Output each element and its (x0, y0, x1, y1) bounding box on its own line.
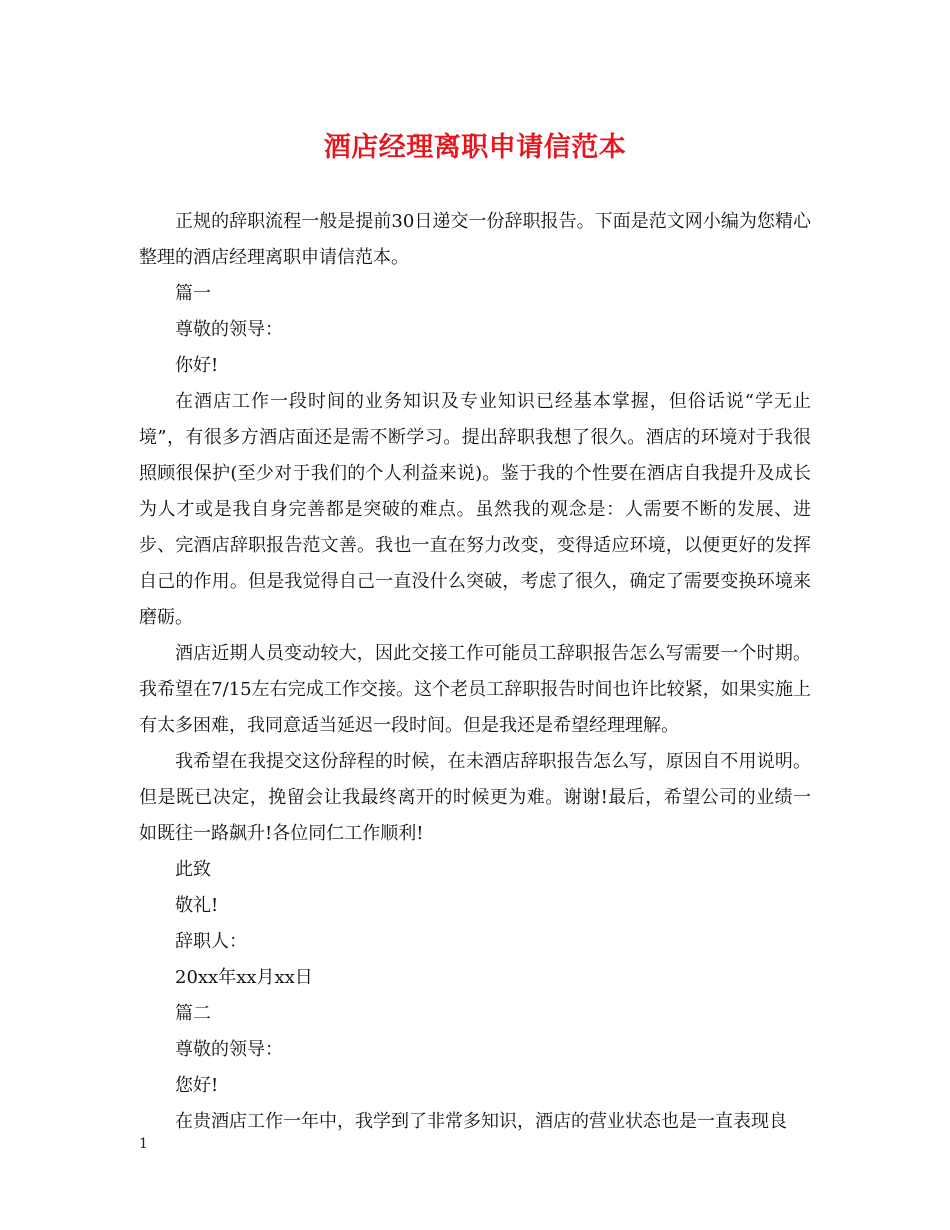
page-number: 1 (139, 1136, 148, 1152)
closing-line: 此致 (175, 859, 211, 880)
greeting: 你好! (175, 355, 219, 376)
body-paragraph: 酒店近期人员变动较大，因此交接工作可能员工辞职报告怎么写需要一个时期。我希望在7/15左右完成工作交接。这个老员工辞职报告时间也许比较紧，如果实施上有太多困难，我同意适当延迟一段时间。但是我还是希望经理理解。 (139, 643, 811, 736)
body-paragraph: 在贵酒店工作一年中，我学到了非常多知识，酒店的营业状态也是一直表现良 (175, 1111, 787, 1132)
salutation: 尊敬的领导： (175, 1039, 283, 1060)
section-heading-2: 篇二 (175, 1003, 211, 1024)
body-paragraph: 我希望在我提交这份辞程的时候，在未酒店辞职报告怎么写，原因自不用说明。但是既已决定，挽留会让我最终离开的时候更为难。谢谢!最后，希望公司的业绩一如既往一路飙升!各位同仁工作顺利! (139, 751, 811, 844)
document-title: 酒店经理离职申请信范本 (323, 132, 627, 163)
closing-respect: 敬礼! (175, 895, 219, 916)
section-heading-1: 篇一 (175, 283, 211, 304)
intro-paragraph: 正规的辞职流程一般是提前30日递交一份辞职报告。下面是范文网小编为您精心整理的酒店经理离职申请信范本。 (139, 211, 811, 268)
signature-label: 辞职人： (175, 931, 247, 952)
greeting: 您好! (175, 1075, 219, 1096)
salutation: 尊敬的领导： (175, 319, 283, 340)
body-paragraph: 在酒店工作一段时间的业务知识及专业知识已经基本掌握，但俗话说“学无止境”，有很多方酒店面还是需不断学习。提出辞职我想了很久。酒店的环境对于我很照顾很保护(至少对于我们的个人利益来说)。鉴于我的个性要在酒店自我提升及成长为人才或是我自身完善都是突破的难点。虽然我的观念是：人需要不断的发展、进步、完酒店辞职报告范文善。我也一直在努力改变，变得适应环境，以便更好的发挥自己的作用。但是我觉得自己一直没什么突破，考虑了很久，确定了需要变换环境来磨砺。 (139, 391, 811, 628)
document-body (139, 204, 811, 1140)
date-line: 20xx年xx月xx日 (175, 967, 313, 988)
